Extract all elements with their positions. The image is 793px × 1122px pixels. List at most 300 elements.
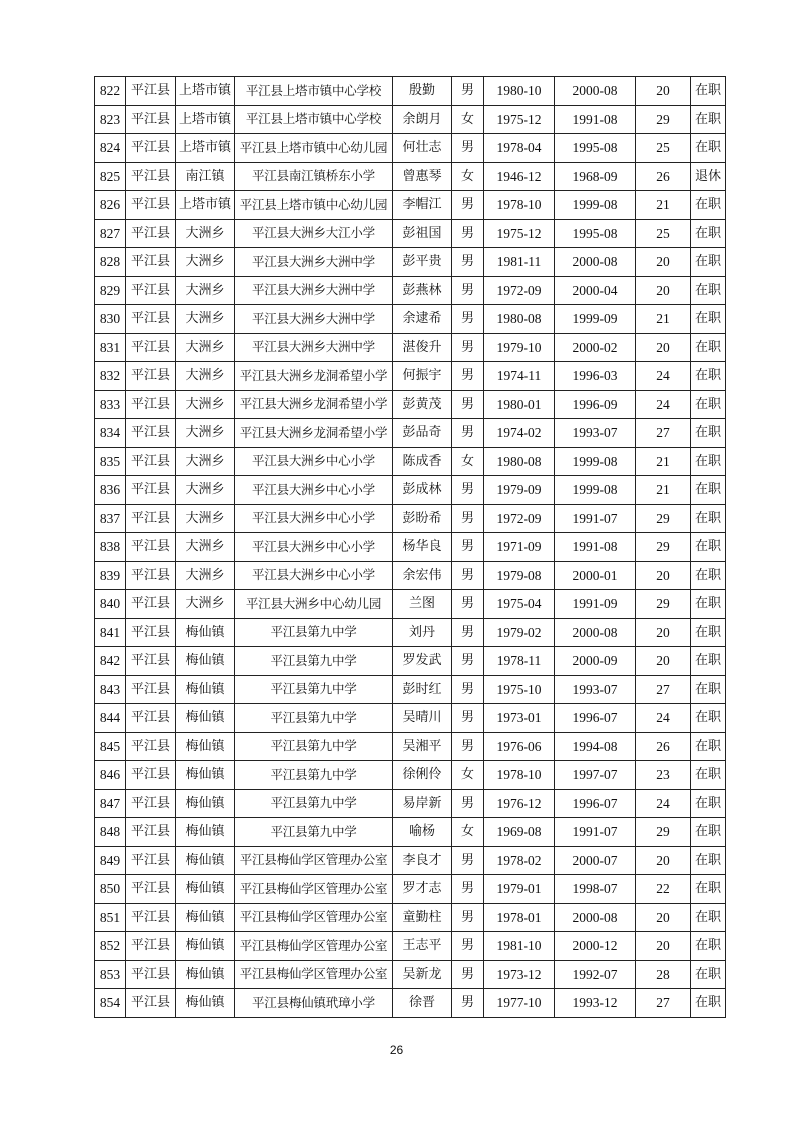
birth-date-cell: 1980-08: [484, 305, 555, 334]
teacher-name-cell: 吴湘平: [393, 732, 452, 761]
county-cell: 平江县: [126, 590, 176, 619]
table-row: [95, 305, 726, 334]
status-cell: 在职: [691, 789, 726, 818]
birth-date-cell: 1976-06: [484, 732, 555, 761]
years-of-service-cell: 20: [636, 932, 691, 961]
gender-cell: 男: [452, 390, 484, 419]
teacher-name-cell: 何振宇: [393, 362, 452, 391]
teacher-name-cell: 吴新龙: [393, 960, 452, 989]
county-cell: 平江县: [126, 647, 176, 676]
township-cell: 上塔市镇: [176, 77, 235, 106]
status-cell: 在职: [691, 191, 726, 220]
table-row: [95, 789, 726, 818]
gender-cell: 男: [452, 248, 484, 277]
start-date-cell: 2000-08: [555, 77, 636, 106]
start-date-cell: 1996-03: [555, 362, 636, 391]
county-cell: 平江县: [126, 875, 176, 904]
status-cell: 在职: [691, 305, 726, 334]
county-cell: 平江县: [126, 504, 176, 533]
start-date-cell: 2000-09: [555, 647, 636, 676]
county-cell: 平江县: [126, 419, 176, 448]
years-of-service-cell: 21: [636, 191, 691, 220]
table-row: [95, 846, 726, 875]
birth-date-cell: 1974-02: [484, 419, 555, 448]
teacher-name-cell: 彭祖国: [393, 219, 452, 248]
table-row: [95, 647, 726, 676]
school-cell: 平江县第九中学: [235, 789, 393, 818]
table-row: [95, 248, 726, 277]
years-of-service-cell: 27: [636, 989, 691, 1018]
teacher-name-cell: 彭盼希: [393, 504, 452, 533]
birth-date-cell: 1969-08: [484, 818, 555, 847]
years-of-service-cell: 20: [636, 618, 691, 647]
teacher-name-cell: 罗才志: [393, 875, 452, 904]
row-number-cell: 831: [95, 333, 126, 362]
start-date-cell: 1995-08: [555, 134, 636, 163]
status-cell: 在职: [691, 818, 726, 847]
teacher-name-cell: 彭成林: [393, 476, 452, 505]
table-row: [95, 419, 726, 448]
birth-date-cell: 1978-01: [484, 903, 555, 932]
teacher-name-cell: 彭品奇: [393, 419, 452, 448]
gender-cell: 男: [452, 647, 484, 676]
township-cell: 大洲乡: [176, 276, 235, 305]
county-cell: 平江县: [126, 675, 176, 704]
row-number-cell: 825: [95, 162, 126, 191]
township-cell: 上塔市镇: [176, 105, 235, 134]
county-cell: 平江县: [126, 476, 176, 505]
teacher-name-cell: 余朗月: [393, 105, 452, 134]
county-cell: 平江县: [126, 276, 176, 305]
start-date-cell: 1997-07: [555, 761, 636, 790]
school-cell: 平江县大洲乡大洲中学: [235, 248, 393, 277]
school-cell: 平江县上塔市镇中心幼儿园: [235, 134, 393, 163]
birth-date-cell: 1974-11: [484, 362, 555, 391]
start-date-cell: 1991-09: [555, 590, 636, 619]
status-cell: 在职: [691, 105, 726, 134]
table-row: [95, 134, 726, 163]
table-row: [95, 276, 726, 305]
birth-date-cell: 1972-09: [484, 276, 555, 305]
township-cell: 大洲乡: [176, 333, 235, 362]
row-number-cell: 837: [95, 504, 126, 533]
years-of-service-cell: 20: [636, 276, 691, 305]
years-of-service-cell: 24: [636, 789, 691, 818]
start-date-cell: 1999-09: [555, 305, 636, 334]
school-cell: 平江县大洲乡中心幼儿园: [235, 590, 393, 619]
status-cell: 在职: [691, 618, 726, 647]
township-cell: 梅仙镇: [176, 903, 235, 932]
birth-date-cell: 1980-08: [484, 447, 555, 476]
table-row: [95, 818, 726, 847]
years-of-service-cell: 21: [636, 447, 691, 476]
table-row: [95, 989, 726, 1018]
birth-date-cell: 1977-10: [484, 989, 555, 1018]
years-of-service-cell: 26: [636, 732, 691, 761]
status-cell: 在职: [691, 533, 726, 562]
gender-cell: 男: [452, 875, 484, 904]
row-number-cell: 834: [95, 419, 126, 448]
gender-cell: 男: [452, 846, 484, 875]
birth-date-cell: 1975-12: [484, 105, 555, 134]
township-cell: 梅仙镇: [176, 932, 235, 961]
birth-date-cell: 1980-01: [484, 390, 555, 419]
status-cell: 在职: [691, 248, 726, 277]
township-cell: 上塔市镇: [176, 134, 235, 163]
gender-cell: 男: [452, 333, 484, 362]
birth-date-cell: 1979-01: [484, 875, 555, 904]
teacher-name-cell: 兰图: [393, 590, 452, 619]
row-number-cell: 822: [95, 77, 126, 106]
table-row: [95, 504, 726, 533]
status-cell: 在职: [691, 989, 726, 1018]
status-cell: 在职: [691, 875, 726, 904]
teacher-name-cell: 李良才: [393, 846, 452, 875]
start-date-cell: 1999-08: [555, 476, 636, 505]
row-number-cell: 839: [95, 561, 126, 590]
teacher-name-cell: 余逮希: [393, 305, 452, 334]
school-cell: 平江县大洲乡龙洞希望小学: [235, 362, 393, 391]
school-cell: 平江县上塔市镇中心幼儿园: [235, 191, 393, 220]
gender-cell: 男: [452, 191, 484, 220]
status-cell: 在职: [691, 590, 726, 619]
row-number-cell: 827: [95, 219, 126, 248]
years-of-service-cell: 27: [636, 419, 691, 448]
start-date-cell: 1996-07: [555, 704, 636, 733]
years-of-service-cell: 27: [636, 675, 691, 704]
birth-date-cell: 1981-10: [484, 932, 555, 961]
teacher-name-cell: 陈成香: [393, 447, 452, 476]
status-cell: 在职: [691, 846, 726, 875]
birth-date-cell: 1978-10: [484, 761, 555, 790]
county-cell: 平江县: [126, 989, 176, 1018]
years-of-service-cell: 24: [636, 390, 691, 419]
school-cell: 平江县大洲乡龙洞希望小学: [235, 419, 393, 448]
start-date-cell: 2000-08: [555, 248, 636, 277]
county-cell: 平江县: [126, 362, 176, 391]
row-number-cell: 836: [95, 476, 126, 505]
years-of-service-cell: 26: [636, 162, 691, 191]
township-cell: 梅仙镇: [176, 789, 235, 818]
gender-cell: 女: [452, 447, 484, 476]
county-cell: 平江县: [126, 333, 176, 362]
teacher-name-cell: 彭燕林: [393, 276, 452, 305]
county-cell: 平江县: [126, 761, 176, 790]
county-cell: 平江县: [126, 162, 176, 191]
county-cell: 平江县: [126, 932, 176, 961]
status-cell: 在职: [691, 219, 726, 248]
township-cell: 梅仙镇: [176, 761, 235, 790]
township-cell: 梅仙镇: [176, 818, 235, 847]
township-cell: 大洲乡: [176, 561, 235, 590]
township-cell: 梅仙镇: [176, 875, 235, 904]
school-cell: 平江县大洲乡大江小学: [235, 219, 393, 248]
roster-body: [95, 77, 726, 1018]
county-cell: 平江县: [126, 447, 176, 476]
county-cell: 平江县: [126, 248, 176, 277]
school-cell: 平江县上塔市镇中心学校: [235, 77, 393, 106]
row-number-cell: 840: [95, 590, 126, 619]
birth-date-cell: 1979-09: [484, 476, 555, 505]
township-cell: 大洲乡: [176, 419, 235, 448]
years-of-service-cell: 25: [636, 134, 691, 163]
township-cell: 梅仙镇: [176, 647, 235, 676]
school-cell: 平江县大洲乡中心小学: [235, 533, 393, 562]
years-of-service-cell: 23: [636, 761, 691, 790]
township-cell: 大洲乡: [176, 390, 235, 419]
start-date-cell: 1999-08: [555, 447, 636, 476]
gender-cell: 男: [452, 732, 484, 761]
county-cell: 平江县: [126, 704, 176, 733]
birth-date-cell: 1981-11: [484, 248, 555, 277]
gender-cell: 男: [452, 362, 484, 391]
status-cell: 在职: [691, 675, 726, 704]
township-cell: 梅仙镇: [176, 618, 235, 647]
start-date-cell: 1991-07: [555, 818, 636, 847]
status-cell: 在职: [691, 419, 726, 448]
school-cell: 平江县大洲乡中心小学: [235, 504, 393, 533]
years-of-service-cell: 29: [636, 533, 691, 562]
row-number-cell: 853: [95, 960, 126, 989]
row-number-cell: 849: [95, 846, 126, 875]
township-cell: 大洲乡: [176, 533, 235, 562]
years-of-service-cell: 24: [636, 362, 691, 391]
status-cell: 在职: [691, 333, 726, 362]
teacher-name-cell: 吴晴川: [393, 704, 452, 733]
table-row: [95, 704, 726, 733]
years-of-service-cell: 29: [636, 590, 691, 619]
teacher-name-cell: 童勤柱: [393, 903, 452, 932]
table-row: [95, 960, 726, 989]
teacher-name-cell: 殷勤: [393, 77, 452, 106]
row-number-cell: 835: [95, 447, 126, 476]
township-cell: 梅仙镇: [176, 732, 235, 761]
start-date-cell: 1992-07: [555, 960, 636, 989]
row-number-cell: 824: [95, 134, 126, 163]
gender-cell: 男: [452, 219, 484, 248]
years-of-service-cell: 20: [636, 903, 691, 932]
status-cell: 在职: [691, 390, 726, 419]
birth-date-cell: 1979-02: [484, 618, 555, 647]
status-cell: 在职: [691, 276, 726, 305]
start-date-cell: 2000-04: [555, 276, 636, 305]
school-cell: 平江县第九中学: [235, 618, 393, 647]
gender-cell: 男: [452, 618, 484, 647]
row-number-cell: 848: [95, 818, 126, 847]
teacher-roster-table: [94, 76, 726, 1018]
birth-date-cell: 1978-02: [484, 846, 555, 875]
row-number-cell: 854: [95, 989, 126, 1018]
row-number-cell: 829: [95, 276, 126, 305]
years-of-service-cell: 21: [636, 476, 691, 505]
teacher-name-cell: 罗发武: [393, 647, 452, 676]
years-of-service-cell: 20: [636, 333, 691, 362]
years-of-service-cell: 20: [636, 647, 691, 676]
table-row: [95, 219, 726, 248]
county-cell: 平江县: [126, 77, 176, 106]
county-cell: 平江县: [126, 903, 176, 932]
county-cell: 平江县: [126, 846, 176, 875]
county-cell: 平江县: [126, 134, 176, 163]
start-date-cell: 1994-08: [555, 732, 636, 761]
teacher-name-cell: 喻杨: [393, 818, 452, 847]
status-cell: 在职: [691, 932, 726, 961]
teacher-name-cell: 刘丹: [393, 618, 452, 647]
county-cell: 平江县: [126, 818, 176, 847]
row-number-cell: 842: [95, 647, 126, 676]
table-row: [95, 362, 726, 391]
county-cell: 平江县: [126, 390, 176, 419]
school-cell: 平江县梅仙学区管理办公室: [235, 875, 393, 904]
status-cell: 在职: [691, 903, 726, 932]
birth-date-cell: 1973-12: [484, 960, 555, 989]
years-of-service-cell: 24: [636, 704, 691, 733]
table-row: [95, 732, 726, 761]
township-cell: 大洲乡: [176, 362, 235, 391]
birth-date-cell: 1972-09: [484, 504, 555, 533]
township-cell: 大洲乡: [176, 476, 235, 505]
school-cell: 平江县大洲乡大洲中学: [235, 305, 393, 334]
birth-date-cell: 1978-10: [484, 191, 555, 220]
school-cell: 平江县第九中学: [235, 704, 393, 733]
county-cell: 平江县: [126, 618, 176, 647]
teacher-name-cell: 彭时红: [393, 675, 452, 704]
county-cell: 平江县: [126, 191, 176, 220]
table-row: [95, 903, 726, 932]
years-of-service-cell: 29: [636, 504, 691, 533]
birth-date-cell: 1979-08: [484, 561, 555, 590]
row-number-cell: 832: [95, 362, 126, 391]
start-date-cell: 1991-07: [555, 504, 636, 533]
township-cell: 大洲乡: [176, 447, 235, 476]
teacher-name-cell: 徐俐伶: [393, 761, 452, 790]
birth-date-cell: 1978-04: [484, 134, 555, 163]
birth-date-cell: 1975-10: [484, 675, 555, 704]
school-cell: 平江县大洲乡中心小学: [235, 561, 393, 590]
row-number-cell: 833: [95, 390, 126, 419]
page-number: 26: [389, 1043, 404, 1057]
school-cell: 平江县第九中学: [235, 647, 393, 676]
status-cell: 在职: [691, 561, 726, 590]
gender-cell: 男: [452, 903, 484, 932]
school-cell: 平江县梅仙学区管理办公室: [235, 903, 393, 932]
school-cell: 平江县梅仙镇玳璋小学: [235, 989, 393, 1018]
township-cell: 梅仙镇: [176, 704, 235, 733]
gender-cell: 男: [452, 305, 484, 334]
row-number-cell: 851: [95, 903, 126, 932]
row-number-cell: 847: [95, 789, 126, 818]
teacher-name-cell: 湛俊升: [393, 333, 452, 362]
gender-cell: 男: [452, 675, 484, 704]
county-cell: 平江县: [126, 305, 176, 334]
township-cell: 上塔市镇: [176, 191, 235, 220]
teacher-name-cell: 彭平贵: [393, 248, 452, 277]
school-cell: 平江县大洲乡龙洞希望小学: [235, 390, 393, 419]
county-cell: 平江县: [126, 105, 176, 134]
table-row: [95, 875, 726, 904]
school-cell: 平江县梅仙学区管理办公室: [235, 932, 393, 961]
school-cell: 平江县南江镇桥东小学: [235, 162, 393, 191]
row-number-cell: 850: [95, 875, 126, 904]
years-of-service-cell: 28: [636, 960, 691, 989]
table-row: [95, 561, 726, 590]
gender-cell: 男: [452, 276, 484, 305]
years-of-service-cell: 20: [636, 248, 691, 277]
township-cell: 大洲乡: [176, 590, 235, 619]
table-row: [95, 105, 726, 134]
township-cell: 大洲乡: [176, 248, 235, 277]
years-of-service-cell: 25: [636, 219, 691, 248]
start-date-cell: 2000-07: [555, 846, 636, 875]
table-row: [95, 590, 726, 619]
years-of-service-cell: 20: [636, 561, 691, 590]
start-date-cell: 1993-12: [555, 989, 636, 1018]
gender-cell: 男: [452, 789, 484, 818]
county-cell: 平江县: [126, 789, 176, 818]
teacher-name-cell: 杨华良: [393, 533, 452, 562]
county-cell: 平江县: [126, 533, 176, 562]
township-cell: 大洲乡: [176, 504, 235, 533]
school-cell: 平江县第九中学: [235, 675, 393, 704]
teacher-name-cell: 余宏伟: [393, 561, 452, 590]
school-cell: 平江县大洲乡大洲中学: [235, 276, 393, 305]
table-row: [95, 618, 726, 647]
row-number-cell: 844: [95, 704, 126, 733]
township-cell: 大洲乡: [176, 305, 235, 334]
school-cell: 平江县大洲乡中心小学: [235, 476, 393, 505]
years-of-service-cell: 21: [636, 305, 691, 334]
start-date-cell: 1999-08: [555, 191, 636, 220]
school-cell: 平江县梅仙学区管理办公室: [235, 960, 393, 989]
school-cell: 平江县第九中学: [235, 761, 393, 790]
township-cell: 大洲乡: [176, 219, 235, 248]
years-of-service-cell: 29: [636, 105, 691, 134]
start-date-cell: 1968-09: [555, 162, 636, 191]
township-cell: 梅仙镇: [176, 846, 235, 875]
table-row: [95, 932, 726, 961]
gender-cell: 男: [452, 989, 484, 1018]
status-cell: 在职: [691, 476, 726, 505]
table-row: [95, 333, 726, 362]
start-date-cell: 1993-07: [555, 675, 636, 704]
row-number-cell: 846: [95, 761, 126, 790]
teacher-name-cell: 易岸新: [393, 789, 452, 818]
status-cell: 退休: [691, 162, 726, 191]
status-cell: 在职: [691, 704, 726, 733]
status-cell: 在职: [691, 134, 726, 163]
school-cell: 平江县上塔市镇中心学校: [235, 105, 393, 134]
start-date-cell: 1998-07: [555, 875, 636, 904]
start-date-cell: 2000-08: [555, 618, 636, 647]
birth-date-cell: 1979-10: [484, 333, 555, 362]
school-cell: 平江县大洲乡大洲中学: [235, 333, 393, 362]
table-row: [95, 447, 726, 476]
status-cell: 在职: [691, 362, 726, 391]
status-cell: 在职: [691, 447, 726, 476]
row-number-cell: 823: [95, 105, 126, 134]
birth-date-cell: 1978-11: [484, 647, 555, 676]
table-row: [95, 77, 726, 106]
county-cell: 平江县: [126, 561, 176, 590]
birth-date-cell: 1946-12: [484, 162, 555, 191]
gender-cell: 男: [452, 932, 484, 961]
school-cell: 平江县第九中学: [235, 818, 393, 847]
gender-cell: 男: [452, 77, 484, 106]
gender-cell: 男: [452, 533, 484, 562]
start-date-cell: 1991-08: [555, 105, 636, 134]
table-row: [95, 390, 726, 419]
school-cell: 平江县大洲乡中心小学: [235, 447, 393, 476]
